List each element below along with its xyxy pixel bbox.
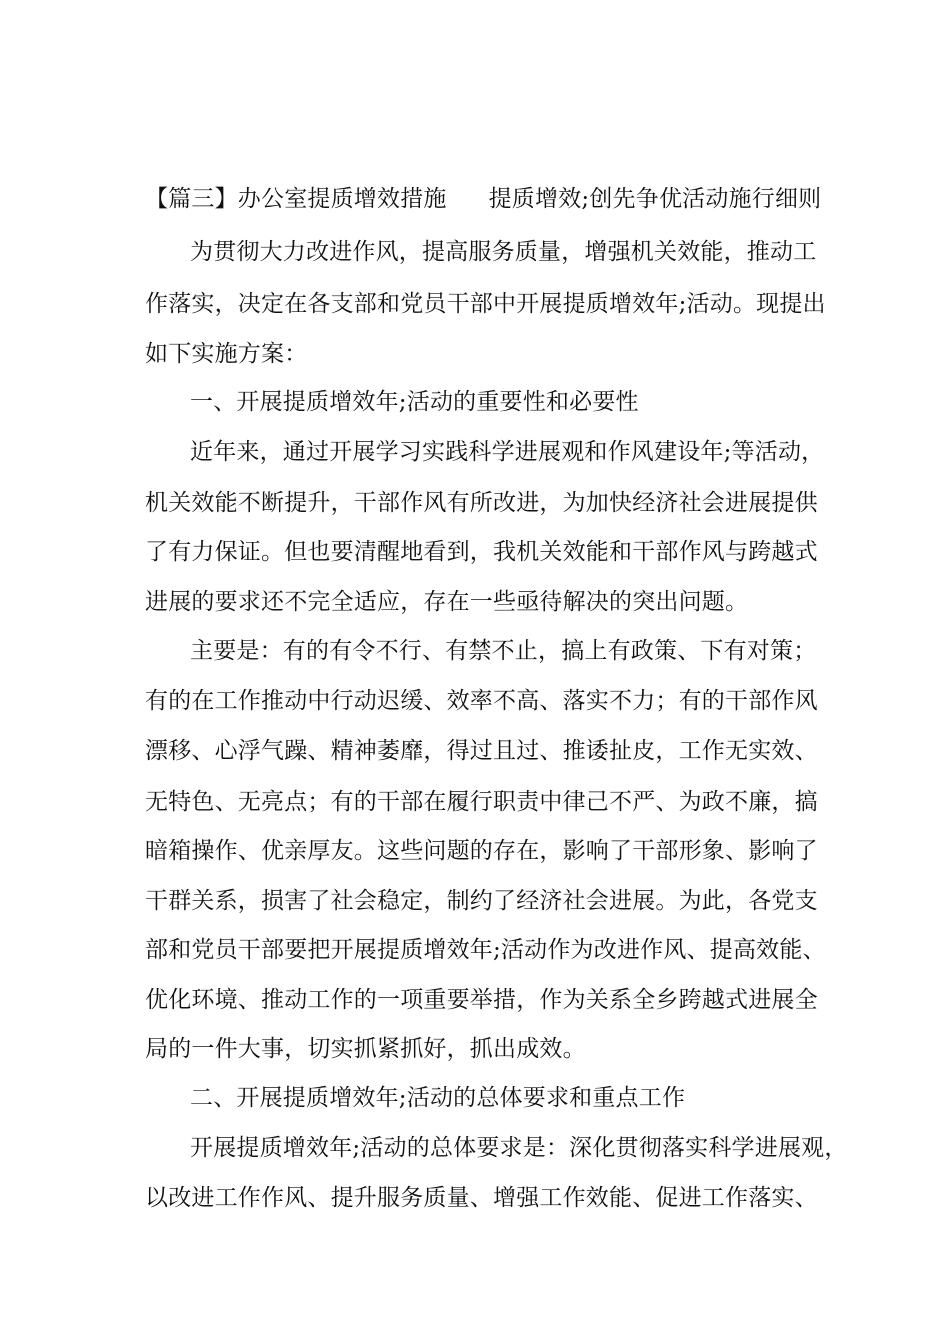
section-heading: 一、开展提质增效年;活动的重要性和必要性 bbox=[190, 389, 639, 415]
paragraph-line: 机关效能不断提升，干部作风有所改进，为加快经济社会进展提供 bbox=[145, 490, 818, 516]
paragraph-line: 近年来，通过开展学习实践科学进展观和作风建设年;等活动， bbox=[190, 439, 825, 465]
paragraph-line: 如下实施方案： bbox=[145, 341, 308, 367]
paragraph-line: 了有力保证。但也要清醒地看到，我机关效能和干部作风与跨越式 bbox=[145, 539, 818, 565]
title-sub: 提质增效;创先争优活动施行细则 bbox=[488, 186, 822, 212]
paragraph-line: 有的在工作推动中行动迟缓、效率不高、落实不力；有的干部作风 bbox=[145, 688, 818, 714]
paragraph-line: 无特色、无亮点；有的干部在履行职责中律己不严、为政不廉，搞 bbox=[145, 789, 818, 815]
paragraph-line: 主要是：有的有令不行、有禁不止，搞上有政策、下有对策； bbox=[190, 638, 817, 664]
paragraph-line: 以改进工作作风、提升服务质量、增强工作效能、促进工作落实、 bbox=[145, 1185, 818, 1211]
paragraph-line: 漂移、心浮气躁、精神萎靡，得过且过、推诿扯皮，工作无实效、 bbox=[145, 738, 818, 764]
paragraph-line: 优化环境、推动工作的一项重要举措，作为关系全乡跨越式进展全 bbox=[145, 987, 818, 1013]
title-main: 【篇三】办公室提质增效措施 bbox=[145, 186, 447, 212]
paragraph-line: 部和党员干部要把开展提质增效年;活动作为改进作风、提高效能、 bbox=[145, 937, 826, 963]
paragraph-line: 作落实，决定在各支部和党员干部中开展提质增效年;活动。现提出 bbox=[145, 291, 826, 317]
section-heading: 二、开展提质增效年;活动的总体要求和重点工作 bbox=[190, 1085, 686, 1111]
paragraph-line: 开展提质增效年;活动的总体要求是：深化贯彻落实科学进展观， bbox=[190, 1135, 848, 1161]
paragraph-line: 进展的要求还不完全适应，存在一些亟待解决的突出问题。 bbox=[145, 589, 749, 615]
paragraph-line: 干群关系，损害了社会稳定，制约了经济社会进展。为此，各党支 bbox=[145, 888, 818, 914]
paragraph-line: 局的一件大事，切实抓紧抓好，抓出成效。 bbox=[145, 1036, 586, 1062]
document-title bbox=[145, 184, 821, 214]
paragraph-line: 暗箱操作、优亲厚友。这些问题的存在，影响了干部形象、影响了 bbox=[145, 838, 818, 864]
paragraph-line: 为贯彻大力改进作风，提高服务质量，增强机关效能，推动工 bbox=[190, 239, 817, 265]
